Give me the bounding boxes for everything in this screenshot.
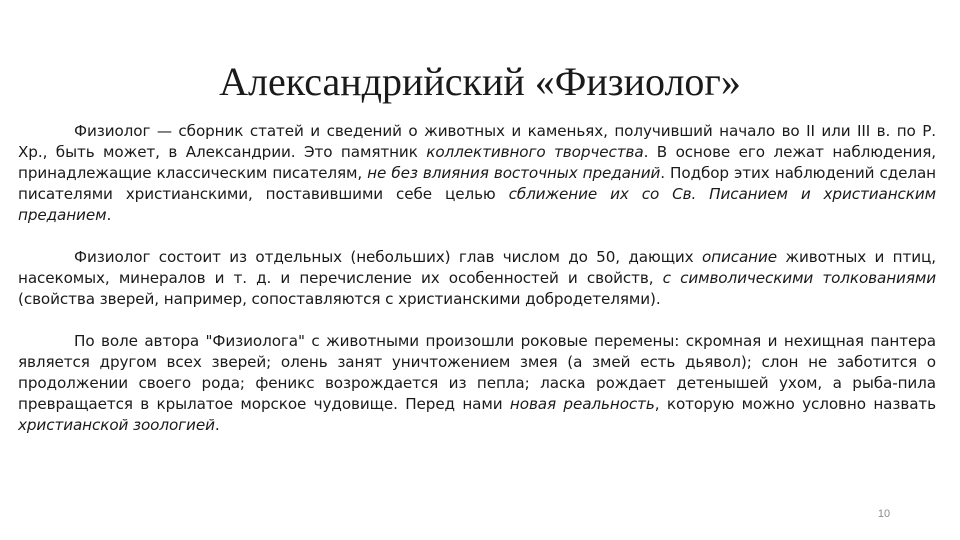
text-run: . Подбор этих наблюдений сделан писателями христианскими, поставившими себе целью (18, 164, 936, 203)
paragraph-2 (18, 247, 936, 310)
slide-body (18, 121, 936, 436)
italic-text-run: коллективного творчества (426, 143, 644, 161)
slide-title: Александрийский «Физиолог» (219, 59, 741, 104)
text-run: . (214, 416, 220, 434)
italic-text-run: не без влияния восточных преданий (367, 164, 661, 182)
italic-text-run: сближение их со Св. Писанием и христианским преданием (18, 185, 936, 224)
text-run: животных и птиц, насекомых, минералов и т. д. и перечисление их особенностей и свойств, (18, 248, 936, 287)
paragraph-1 (18, 121, 936, 226)
page-number: 10 (877, 508, 891, 520)
text-run: (свойства зверей, например, сопоставляются с христианскими добродетелями). (18, 290, 661, 308)
text-run: По воле автора "Физиолога" с животными произошли роковые перемены: скромная и нехищная пантера является другом всех зверей; олень занят уничтожением змея (а змей есть дьявол); слон не заботится о продолжении своего рода; феникс возрождается из пепла; ласка рождает детенышей ухом, а рыба-пила превращается в крылатое морское чудовище. Перед нами (18, 332, 936, 413)
text-run: Физиолог состоит из отдельных (небольших) глав числом до 50, дающих (74, 248, 702, 266)
italic-text-run: описание (701, 248, 778, 266)
text-run: . В основе его лежат наблюдения, принадлежащие классическим писателям, (18, 143, 936, 182)
italic-text-run: христианской зоологией (18, 416, 215, 434)
italic-text-run: новая реальность (509, 395, 655, 413)
text-run: , которую можно условно назвать (654, 395, 936, 413)
text-run: . (106, 206, 112, 224)
italic-text-run: с символическими толкованиями (662, 269, 936, 287)
paragraph-3 (18, 331, 936, 436)
text-run: Физиолог — сборник статей и сведений о животных и каменьях, получивший начало во II или III в. по Р. Хр., быть может, в Александрии. Это памятник (18, 122, 936, 161)
